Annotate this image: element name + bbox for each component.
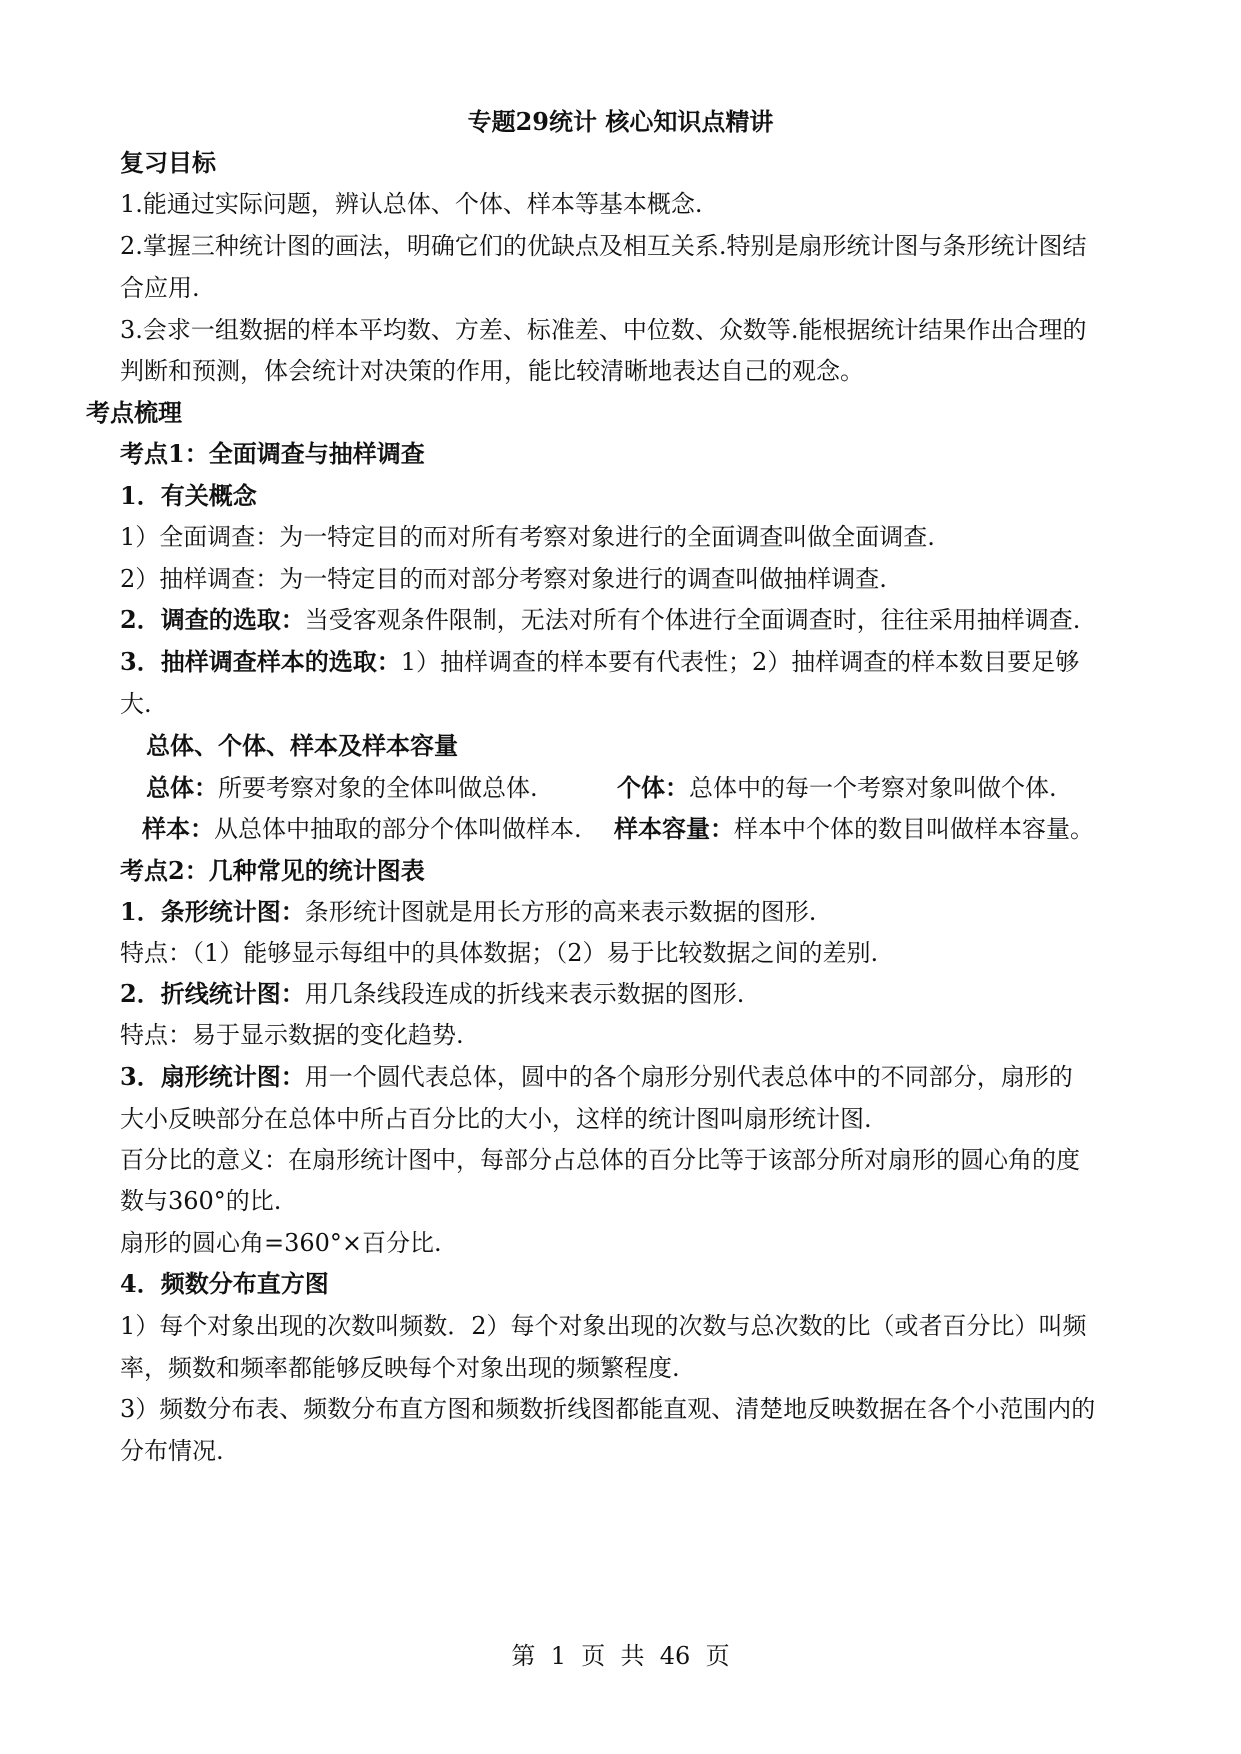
kp2-percentage-line-1: 百分比的意义：在扇形统计图中，每部分占总体的百分比等于该部分所对扇形的圆心角的度 — [120, 1146, 1080, 1174]
sample-choice-label: 3．抽样调查样本的选取： — [120, 647, 401, 676]
footer-ye: 页 — [581, 1642, 606, 1670]
review-item-2-line-2: 合应用. — [120, 274, 200, 302]
page-title: 专题29统计 核心知识点精讲 — [467, 107, 774, 136]
kp1-sample-choice-line-2: 大. — [120, 690, 152, 718]
kp1-sample-survey: 2）抽样调查：为一特定目的而对部分考察对象进行的调查叫做抽样调查. — [120, 565, 887, 593]
kp1-heading: 考点1：全面调查与抽样调查 — [120, 439, 425, 468]
total-text: 所要考察对象的全体叫做总体. — [218, 774, 538, 802]
kp2-pie-chart-line-2: 大小反映部分在总体中所占百分比的大小，这样的统计图叫扇形统计图. — [120, 1105, 872, 1133]
survey-choice-text: 当受客观条件限制，无法对所有个体进行全面调查时，往往采用抽样调查. — [304, 606, 1081, 634]
kp2-pie-chart — [120, 1061, 1241, 1093]
sample-label: 样本： — [142, 814, 214, 843]
kp2-bar-chart — [120, 896, 1241, 928]
line-chart-label: 2．折线统计图： — [120, 979, 305, 1008]
individual-label: 个体： — [617, 773, 689, 802]
pie-chart-text: 用一个圆代表总体，圆中的各个扇形分别代表总体中的不同部分，扇形的 — [304, 1063, 1073, 1091]
page-footer — [0, 1640, 1241, 1672]
footer-ye-2: 页 — [705, 1642, 730, 1670]
review-item-3-line-2: 判断和预测，体会统计对决策的作用，能比较清晰地表达自己的观念。 — [120, 357, 864, 385]
kp2-percentage-line-2: 数与360°的比. — [120, 1187, 282, 1215]
kp2-bar-features: 特点：（1）能够显示每组中的具体数据；（2）易于比较数据之间的差别. — [120, 939, 879, 967]
kp2-histogram-line-2: 率，频数和频率都能够反映每个对象出现的频繁程度. — [120, 1354, 680, 1382]
kp1-sample-choice — [120, 646, 1241, 678]
outline-heading: 考点梳理 — [86, 398, 182, 427]
sample-choice-text: 1）抽样调查的样本要有代表性；2）抽样调查的样本数目要足够 — [400, 648, 1080, 676]
kp2-histogram-line-4: 分布情况. — [120, 1437, 224, 1465]
kp2-line-chart — [120, 978, 1241, 1010]
footer-page-number: 1 — [550, 1642, 566, 1670]
review-heading: 复习目标 — [120, 148, 216, 177]
kp1-sub-heading: 总体、个体、样本及样本容量 — [146, 731, 458, 760]
footer-gong: 共 — [620, 1642, 645, 1670]
sample-capacity-text: 样本中个体的数目叫做样本容量。 — [734, 815, 1094, 843]
survey-choice-label: 2．调查的选取： — [120, 605, 305, 634]
kp2-histogram-title: 4．频数分布直方图 — [120, 1269, 329, 1298]
def-sample-capacity — [614, 813, 1214, 845]
kp2-heading: 考点2：几种常见的统计图表 — [120, 856, 425, 885]
kp2-line-features: 特点：易于显示数据的变化趋势. — [120, 1021, 464, 1049]
def-individual — [617, 772, 1177, 804]
pie-chart-label: 3．扇形统计图： — [120, 1062, 305, 1091]
def-sample — [142, 813, 612, 845]
individual-text: 总体中的每一个考察对象叫做个体. — [689, 774, 1057, 802]
kp2-central-angle: 扇形的圆心角=360°×百分比. — [120, 1229, 442, 1257]
review-item-1: 1.能通过实际问题，辨认总体、个体、样本等基本概念. — [120, 190, 703, 218]
review-item-2-line-1: 2.掌握三种统计图的画法，明确它们的优缺点及相互关系.特别是扇形统计图与条形统计图结 — [120, 232, 1087, 260]
def-total — [146, 772, 616, 804]
total-label: 总体： — [146, 773, 218, 802]
sample-capacity-label: 样本容量： — [614, 814, 734, 843]
kp1-section-1-title: 1．有关概念 — [120, 481, 257, 510]
kp2-histogram-line-3: 3）频数分布表、频数分布直方图和频数折线图都能直观、清楚地反映数据在各个小范围内的 — [120, 1395, 1096, 1423]
bar-chart-text: 条形统计图就是用长方形的高来表示数据的图形. — [304, 898, 817, 926]
line-chart-text: 用几条线段连成的折线来表示数据的图形. — [304, 980, 745, 1008]
bar-chart-label: 1．条形统计图： — [120, 897, 305, 926]
footer-total-pages: 46 — [659, 1642, 691, 1670]
sample-text: 从总体中抽取的部分个体叫做样本. — [214, 815, 582, 843]
kp1-survey-choice — [120, 604, 1241, 636]
footer-di: 第 — [511, 1642, 536, 1670]
kp2-histogram-line-1: 1）每个对象出现的次数叫频数．2）每个对象出现的次数与总次数的比（或者百分比）叫频 — [120, 1312, 1087, 1340]
review-item-3-line-1: 3.会求一组数据的样本平均数、方差、标准差、中位数、众数等.能根据统计结果作出合理的 — [120, 316, 1087, 344]
kp1-full-survey: 1）全面调查：为一特定目的而对所有考察对象进行的全面调查叫做全面调查. — [120, 523, 935, 551]
